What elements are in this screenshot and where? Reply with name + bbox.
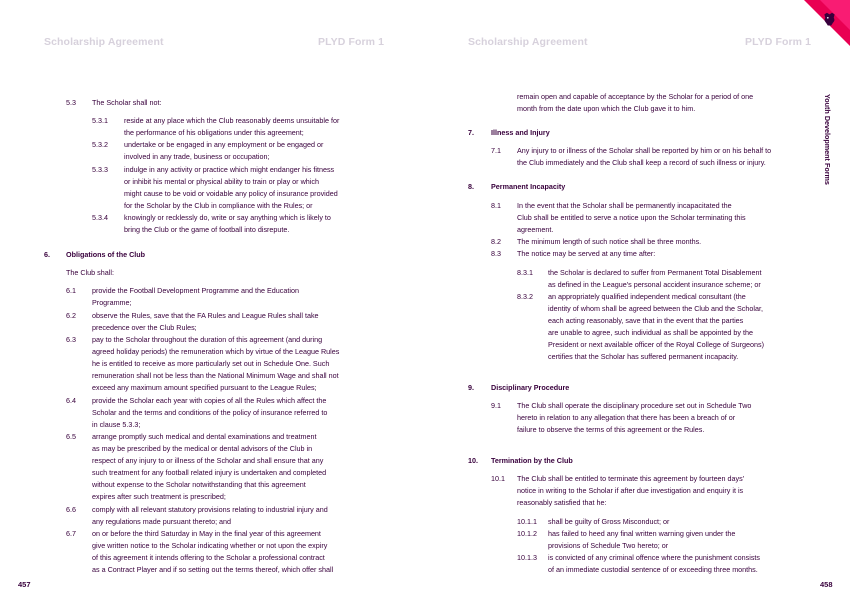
- page-number-right: 458: [820, 580, 833, 589]
- section-number: 8.: [468, 182, 474, 191]
- clause-line: as a Contract Player and if so setting out the terms thereof, which offer shall: [92, 565, 334, 574]
- clause-line: each acting reasonably, save that in the event that the parties: [548, 316, 744, 325]
- clause-number: 6.4: [66, 396, 76, 405]
- clause-line: are unable to agree, such individual as shall be appointed by the: [548, 328, 753, 337]
- clause-line: Any injury to or illness of the Scholar shall be reported by him or on his behalf to: [517, 146, 772, 155]
- clause-line: reasonably satisfied that he:: [517, 498, 607, 507]
- section-number: 6.: [44, 250, 50, 259]
- clause-number: 6.1: [66, 286, 76, 295]
- clause-number: 5.3.4: [92, 213, 108, 222]
- clause-line: of this agreement it intends offering to the Scholar a professional contract: [92, 553, 325, 562]
- clause-line: identity of whom shall be agreed between the Club and the Scholar,: [548, 304, 763, 313]
- clause-number: 6.6: [66, 505, 76, 514]
- clause-line: might cause to be void or voidable any policy of insurance provided: [124, 189, 338, 198]
- clause-line: as defined in the League's personal accident insurance scheme; or: [548, 280, 761, 289]
- clause-number: 8.1: [491, 201, 501, 210]
- clause-number: 8.2: [491, 237, 501, 246]
- clause-number: 6.5: [66, 432, 76, 441]
- clause-line: failure to observe the terms of this agreement or the Rules.: [517, 425, 705, 434]
- clause-line: The Club shall operate the disciplinary procedure set out in Schedule Two: [517, 401, 752, 410]
- clause-number: 10.1: [491, 474, 505, 483]
- clause-text: The notice may be served at any time after:: [517, 249, 656, 258]
- section-number: 7.: [468, 128, 474, 137]
- left-doc-title: Scholarship Agreement: [44, 36, 164, 48]
- clause-line: undertake or be engaged in any employment or be engaged or: [124, 140, 324, 149]
- section-number: 10.: [468, 456, 478, 465]
- section-heading: Obligations of the Club: [66, 250, 146, 259]
- clause-line: Scholar and the terms and conditions of the policy of insurance referred to: [92, 408, 328, 417]
- clause-line: knowingly or recklessly do, write or say anything which is likely to: [124, 213, 331, 222]
- clause-line: of an immediate custodial sentence of or exceeding three months.: [548, 565, 758, 574]
- clause-line: precedence over the Club Rules;: [92, 323, 197, 332]
- clause-line: agreement.: [517, 225, 554, 234]
- clause-line: give written notice to the Scholar indicating whether or not upon the expiry: [92, 541, 328, 550]
- clause-number: 6.3: [66, 335, 76, 344]
- clause-text: The minimum length of such notice shall be three months.: [517, 237, 702, 246]
- clause-line: comply with all relevant statutory provisions relating to industrial injury and: [92, 505, 328, 514]
- clause-line: as may be prescribed by the medical or dental advisors of the Club in: [92, 444, 313, 453]
- section-heading: Illness and Injury: [491, 128, 550, 137]
- clause-line: respect of any injury to or illness of the Scholar and shall ensure that any: [92, 456, 324, 465]
- clause-line: any regulations made pursuant thereto; and: [92, 517, 232, 526]
- section-intro: The Club shall:: [66, 268, 114, 277]
- clause-line: observe the Rules, save that the FA Rules and League Rules shall take: [92, 311, 319, 320]
- lion-logo-icon: [821, 11, 838, 28]
- clause-line: provide the Football Development Programme and the Education: [92, 286, 299, 295]
- clause-number: 5.3: [66, 98, 76, 107]
- clause-line: has failed to heed any final written warning given under the: [548, 529, 736, 538]
- side-section-label: Youth Development Forms: [823, 94, 832, 185]
- clause-line: the performance of his obligations under this agreement;: [124, 128, 304, 137]
- clause-line: bring the Club or the game of football into disrepute.: [124, 225, 290, 234]
- section-heading: Disciplinary Procedure: [491, 383, 570, 392]
- clause-line: reside at any place which the Club reasonably deems unsuitable for: [124, 116, 340, 125]
- clause-line: such treatment for any football related injury is undertaken and completed: [92, 468, 327, 477]
- clause-line: pay to the Scholar throughout the duration of this agreement (and during: [92, 335, 323, 344]
- clause-line: exceed any maximum amount specified pursuant to the League Rules;: [92, 383, 317, 392]
- clause-line: Club shall be entitled to serve a notice upon the Scholar terminating this: [517, 213, 746, 222]
- clause-text: shall be guilty of Gross Misconduct; or: [548, 517, 670, 526]
- clause-line: or inhibit his mental or physical ability to train or play or which: [124, 177, 319, 186]
- clause-line: President or next available officer of the Royal College of Surgeons): [548, 340, 765, 349]
- clause-line: Programme;: [92, 298, 132, 307]
- clause-line: an appropriately qualified independent medical consultant (the: [548, 292, 746, 301]
- clause-line: the Club immediately and the Club shall keep a record of such illness or injury.: [517, 158, 766, 167]
- clause-number: 5.3.1: [92, 116, 108, 125]
- clause-number: 8.3.2: [517, 292, 533, 301]
- clause-line: involved in any trade, business or occupation;: [124, 152, 270, 161]
- clause-number: 6.7: [66, 529, 76, 538]
- section-heading: Termination by the Club: [491, 456, 573, 465]
- clause-line: In the event that the Scholar shall be permanently incapacitated the: [517, 201, 732, 210]
- clause-number: 6.2: [66, 311, 76, 320]
- clause-line: is convicted of any criminal offence where the punishment consists: [548, 553, 761, 562]
- clause-line: hereto in relation to any allegation that there has been a breach of or: [517, 413, 736, 422]
- clause-line: agreed holiday periods) the remuneration which by virtue of the League Rules: [92, 347, 340, 356]
- clause-line: arrange promptly such medical and dental examinations and treatment: [92, 432, 317, 441]
- clause-line: remain open and capable of acceptance by the Scholar for a period of one: [517, 92, 754, 101]
- clause-number: 10.1.2: [517, 529, 537, 538]
- right-form-label: PLYD Form 1: [745, 36, 812, 48]
- clause-number: 9.1: [491, 401, 501, 410]
- clause-number: 8.3.1: [517, 268, 533, 277]
- clause-number: 7.1: [491, 146, 501, 155]
- clause-number: 5.3.3: [92, 165, 108, 174]
- clause-line: he is entitled to receive as more particularly set out in Schedule One. Such: [92, 359, 330, 368]
- clause-line: certifies that the Scholar has suffered permanent incapacity.: [548, 352, 739, 361]
- clause-line: notice in writing to the Scholar if after due investigation and enquiry it is: [517, 486, 744, 495]
- clause-line: The Club shall be entitled to terminate this agreement by fourteen days': [517, 474, 745, 483]
- clause-number: 5.3.2: [92, 140, 108, 149]
- clause-line: expires after such treatment is prescribed;: [92, 492, 226, 501]
- section-number: 9.: [468, 383, 474, 392]
- clause-text: The Scholar shall not:: [92, 98, 162, 107]
- clause-number: 10.1.3: [517, 553, 537, 562]
- clause-number: 10.1.1: [517, 517, 537, 526]
- clause-line: on or before the third Saturday in May in the final year of this agreement: [92, 529, 321, 538]
- clause-line: for the Scholar by the Club in compliance with the Rules; or: [124, 201, 313, 210]
- clause-line: remuneration shall not be less than the National Minimum Wage and shall not: [92, 371, 339, 380]
- section-heading: Permanent Incapacity: [491, 182, 566, 191]
- page-number-left: 457: [18, 580, 31, 589]
- clause-line: in clause 5.3.3;: [92, 420, 141, 429]
- clause-line: the Scholar is declared to suffer from Permanent Total Disablement: [548, 268, 762, 277]
- clause-line: provide the Scholar each year with copies of all the Rules which affect the: [92, 396, 327, 405]
- left-form-label: PLYD Form 1: [318, 36, 385, 48]
- clause-line: without expense to the Scholar notwithstanding that this agreement: [92, 480, 306, 489]
- clause-number: 8.3: [491, 249, 501, 258]
- right-doc-title: Scholarship Agreement: [468, 36, 588, 48]
- clause-line: month from the date upon which the Club gave it to him.: [517, 104, 696, 113]
- clause-line: indulge in any activity or practice which might endanger his fitness: [124, 165, 335, 174]
- clause-line: provisions of Schedule Two hereto; or: [548, 541, 669, 550]
